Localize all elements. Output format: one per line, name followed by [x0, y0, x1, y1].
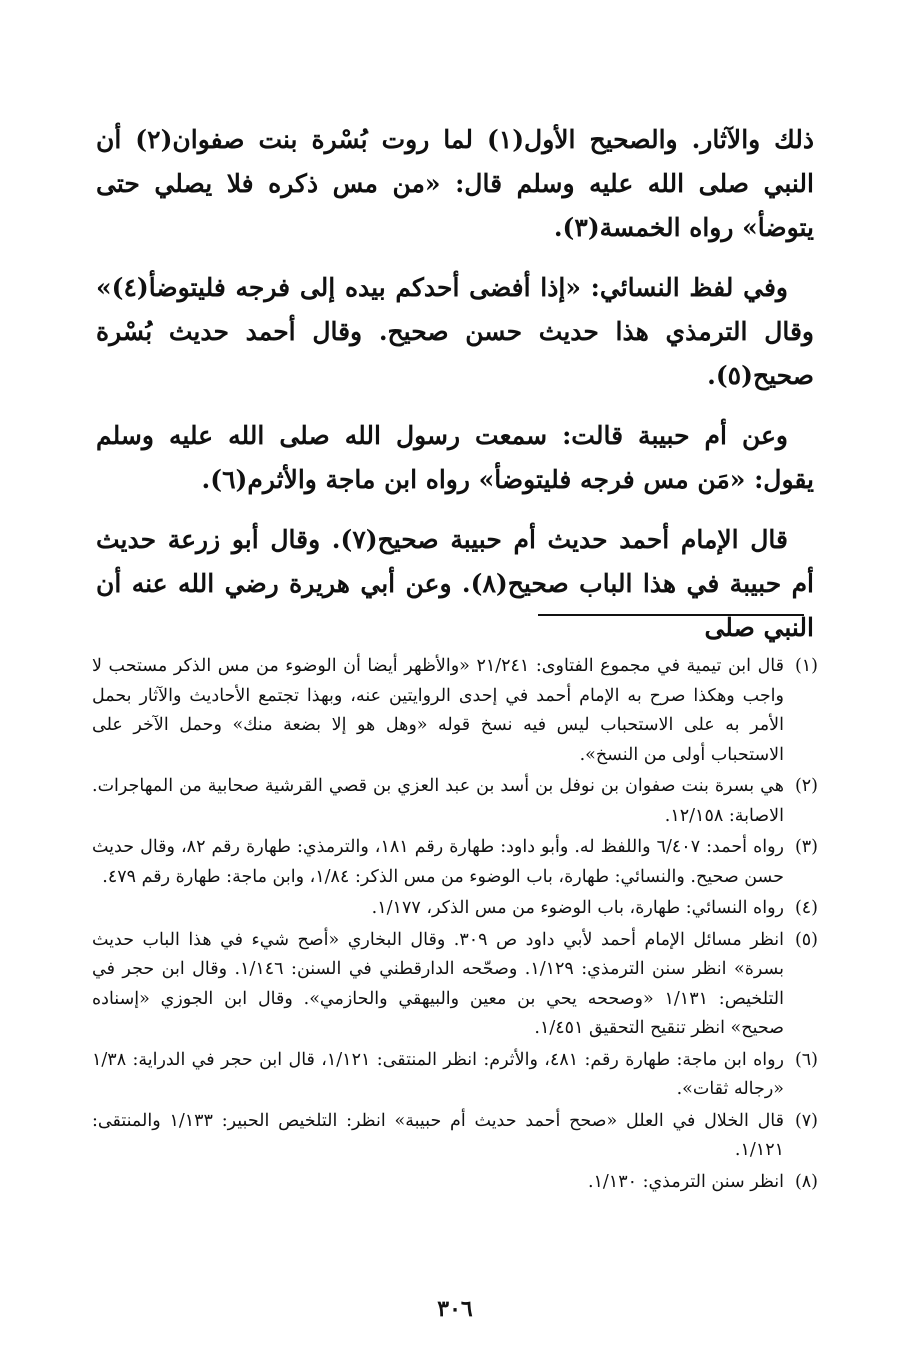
footnote-number: (٧)	[794, 1110, 818, 1131]
footnote	[92, 833, 818, 892]
footnote-text: انظر مسائل الإمام أحمد لأبي داود ص ٣٠٩. وقال البخاري «أصح شيء في هذا الباب حديث بسرة» انظر سنن الترمذي: ١/١٢٩. وصحّحه الدارقطني في السنن: ١/١٤٦. وقال ابن حجر في التلخيص: ١/١٣١ «وصححه يحي بن معين والبيهقي والحازمي». وقال ابن الجوزي «إسناده صحيح» انظر تنقيح التحقيق ١/٤٥١.	[92, 929, 784, 1038]
footnote-number: (٥)	[794, 929, 818, 950]
paragraph: وعن أم حبيبة قالت: سمعت رسول الله صلى الله عليه وسلم يقول: «مَن مس فرجه فليتوضأ» رواه ابن ماجة والأثرم(٦).	[96, 421, 814, 494]
footnote	[92, 1168, 818, 1198]
footnote	[92, 772, 818, 831]
footnote-divider	[538, 614, 804, 616]
footnote-number: (٨)	[794, 1171, 818, 1192]
paragraph: وفي لفظ النسائي: «إذا أفضى أحدكم بيده إلى فرجه فليتوضأ(٤)» وقال الترمذي هذا حديث حسن صحيح. وقال أحمد حديث بُسْرة صحيح(٥).	[96, 273, 814, 390]
footnote	[92, 894, 818, 924]
footnote-text: قال الخلال في العلل «صحح أحمد حديث أم حبيبة» انظر: التلخيص الحبير: ١/١٣٣ والمنتقى: ١/١٢١.	[92, 1110, 784, 1160]
paragraph: قال الإمام أحمد حديث أم حبيبة صحيح(٧). وقال أبو زرعة حديث أم حبيبة في هذا الباب صحيح(٨). وعن أبي هريرة رضي الله عنه أن النبي صلى	[96, 525, 814, 642]
footnote-text: رواه ابن ماجة: طهارة رقم: ٤٨١، والأثرم: انظر المنتقى: ١/١٢١، قال ابن حجر في الدراية: ١/٣٨ «رجاله ثقات».	[92, 1049, 784, 1099]
paragraph: ذلك والآثار. والصحيح الأول(١) لما روت بُسْرة بنت صفوان(٢) أن النبي صلى الله عليه وسلم قال: «من مس ذكره فلا يصلي حتى يتوضأ» رواه الخمسة(٣).	[96, 125, 815, 242]
footnote-number: (١)	[794, 656, 818, 676]
footnotes	[92, 652, 818, 1199]
footnote-number: (٤)	[794, 898, 818, 918]
footnote	[92, 926, 818, 1044]
footnote	[92, 652, 818, 770]
footnote-text: قال ابن تيمية في مجموع الفتاوى: ٢١/٢٤١ «والأظهر أيضا أن الوضوء من مس الذكر مستحب لا واجب وهكذا صرح به الإمام أحمد في إحدى الروايتين عنه، وبهذا تجتمع الأحاديث والآثار بحمل الأمر به على الاستحباب ليس فيه نسخ قوله «وهل هو إلا بضعة منك» وحمل الآخر على الاستحباب أولى من النسخ».	[92, 656, 784, 765]
footnote-number: (٦)	[794, 1049, 818, 1070]
footnote	[92, 1107, 818, 1166]
page-number: ٣٠٦	[437, 1296, 473, 1322]
footnote-text: رواه أحمد: ٦/٤٠٧ واللفظ له. وأبو داود: طهارة رقم ١٨١، والترمذي: طهارة رقم ٨٢، وقال حديث حسن صحيح. والنسائي: طهارة، باب الوضوء من مس الذكر: ١/٨٤، وابن ماجة: طهارة رقم ٤٧٩.	[92, 837, 785, 887]
footnote-number: (٢)	[794, 776, 818, 796]
footnote-text: انظر سنن الترمذي: ١/١٣٠.	[587, 1171, 784, 1192]
footnote	[92, 1046, 818, 1105]
footnote-number: (٣)	[794, 837, 818, 857]
main-text	[96, 118, 814, 666]
footnote-text: هي بسرة بنت صفوان بن نوفل بن أسد بن عبد العزي بن قصي القرشية صحابية من المهاجرات. الاصابة: ١٢/١٥٨.	[92, 776, 784, 826]
footnote-text: رواه النسائي: طهارة، باب الوضوء من مس الذكر، ١/١٧٧.	[371, 898, 784, 918]
